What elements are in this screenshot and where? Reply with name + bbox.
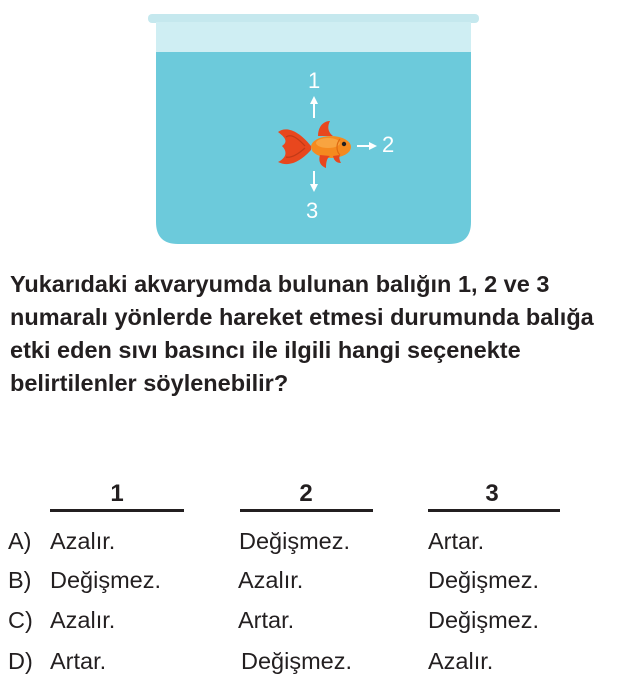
direction-label-3: 3 <box>306 198 319 223</box>
option-label: B) <box>8 567 32 593</box>
option-label: C) <box>8 607 33 633</box>
option-label: A) <box>8 528 32 554</box>
direction-label-2: 2 <box>382 132 395 157</box>
option-cell-1: Artar. <box>50 648 107 674</box>
column-rule-3 <box>428 509 560 512</box>
option-cell-3: Değişmez. <box>428 607 540 633</box>
option-cell-1: Azalır. <box>50 528 116 554</box>
column-header-3: 3 <box>485 480 499 507</box>
option-label: D) <box>8 648 33 674</box>
column-rule-1 <box>50 509 184 512</box>
option-cell-1: Azalır. <box>50 607 116 633</box>
option-cell-2: Azalır. <box>238 567 304 593</box>
column-rule-2 <box>240 509 373 512</box>
option-cell-2: Artar. <box>238 607 295 633</box>
option-cell-2: Değişmez. <box>241 648 353 674</box>
column-header-1: 1 <box>110 480 124 507</box>
aquarium-rim <box>148 14 479 23</box>
question-text: Yukarıdaki akvaryumda bulunan balığın 1, 2 ve 3 numaralı yönlerde hareket etmesi durumunda balığa etki eden sıvı basıncı ile ilgili hangi seçenekte belirtilenler söylenebilir? <box>10 271 594 396</box>
option-cell-3: Değişmez. <box>428 567 540 593</box>
option-cell-2: Değişmez. <box>239 528 351 554</box>
direction-label-1: 1 <box>308 68 321 93</box>
column-header-2: 2 <box>299 480 313 507</box>
option-cell-3: Artar. <box>428 528 485 554</box>
aquarium-air <box>156 22 471 52</box>
option-cell-3: Azalır. <box>428 648 494 674</box>
option-cell-1: Değişmez. <box>50 567 162 593</box>
